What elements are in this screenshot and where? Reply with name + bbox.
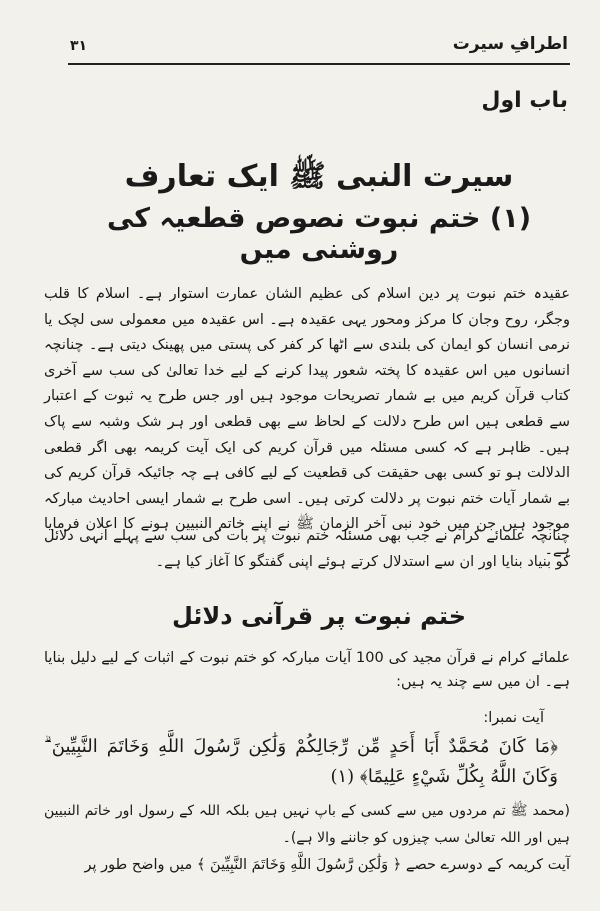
page-header <box>70 30 568 64</box>
paragraph-intro: عقیدہ ختم نبوت پر دین اسلام کی عظیم الشان عمارت استوار ہے۔ اسلام کا قلب وجگر، روح وجان کا مرکز ومحور یہی عقیدہ ہے۔ اس عقیدہ میں معمولی سی لچک یا نرمی انسان کو ایمان کی بلندی سے اٹھا کر کفر کی پستی میں پھینک دیتی ہے۔ چنانچہ انسانوں میں اس عقیدہ کا پختہ شعور پیدا کرنے کے لیے خدا تعالیٰ کی سب سے آخری کتاب قرآن کریم میں بے شمار تصریحات موجود ہیں اور جس طرح یہ ثبوت کے اعتبار سے قطعی ہیں اس طرح دلالت کے لحاظ سے بھی قطعی اور ہر شک وشبہ سے پاک ہیں۔ ظاہر ہے کہ کسی مسئلہ میں قرآن کریم کی ایک آیت کریمہ بھی اگر قطعی الدلالت ہو تو کسی بھی حقیقت کی قطعیت کے لیے کافی ہے چہ جائیکہ قرآن کریم کی بے شمار آیات ختم نبوت پر دلالت کرتی ہیں۔ اسی طرح بے شمار ایسی احادیث مبارکہ موجود ہیں جن میں خود نبی آخر الزمان ﷺ نے اپنے خاتم النبیین ہونے کا اعلان فرمایا ہے۔ <box>44 286 570 558</box>
subheading-quranic-evidence: ختم نبوت پر قرآنی دلائل <box>171 602 467 630</box>
verse-translation: (محمد ﷺ تم مردوں میں سے کسی کے باپ نہیں ہیں بلکہ اللہ کے رسول اور خاتم النبیین ہیں اور اللہ تعالیٰ سب چیزوں کو جاننے والا ہے)۔ <box>44 803 570 846</box>
paragraph-verses-intro: علمائے کرام نے قرآن مجید کی 100 آیات مبارکہ کو ختم نبوت کے اثبات کے لیے دلیل بنایا ہے۔ ان میں سے چند یہ ہیں: <box>44 650 570 690</box>
running-title: اطرافِ سیرت <box>452 34 568 54</box>
continuation-line: آیت کریمہ کے دوسرے حصے ﴿ وَلَٰكِن رَّسُولَ اللَّهِ وَخَاتَمَ النَّبِيِّينَ ﴾ میں واضح طور پر <box>84 857 570 873</box>
header-rule <box>68 63 570 65</box>
page-number: ۳۱ <box>70 38 88 54</box>
section-title: (۱) ختم نبوت نصوص قطعیہ کی روشنی میں <box>106 203 532 265</box>
main-title: سیرت النبی ﷺ ایک تعارف <box>124 159 514 194</box>
paragraph-scholars: چنانچہ علمائے کرام نے جب بھی مسئلہ ختم نبوت پر بات کی سب سے پہلے انہی دلائل کو بنیاد بنایا اور ان سے استدلال کرتے ہوئے اپنی گفتگو کا آغاز کیا ہے۔ <box>44 528 570 570</box>
verse-label: آیت نمبرا: <box>483 710 544 726</box>
quran-verse: ﴿مَا كَانَ مُحَمَّدٌ أَبَا أَحَدٍ مِّن رِّجَالِكُمْ وَلَٰكِن رَّسُولَ اللَّهِ وَخَاتَمَ النَّبِيِّينَ ۗ وَكَانَ اللَّهُ بِكُلِّ شَيْءٍ عَلِيمًا﴾ (۱) <box>44 736 558 787</box>
chapter-heading: باب اول <box>481 88 568 113</box>
